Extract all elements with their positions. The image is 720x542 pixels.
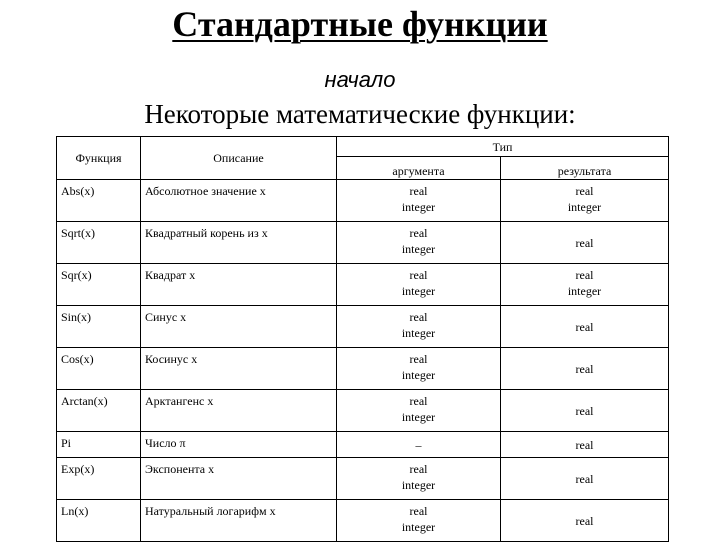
cell-description: Косинус x xyxy=(141,348,337,390)
table-row xyxy=(57,432,669,458)
cell-argument-type xyxy=(337,222,501,264)
cell-argument-type xyxy=(337,348,501,390)
cell-function: Sin(x) xyxy=(57,306,141,348)
table-row xyxy=(57,264,669,306)
table-row xyxy=(57,390,669,432)
cell-argument-type xyxy=(337,432,501,458)
cell-description: Число π xyxy=(141,432,337,458)
table-body xyxy=(57,180,669,542)
table-row xyxy=(57,458,669,500)
argument-type-line: real xyxy=(409,268,428,282)
header-type: Тип xyxy=(337,137,669,157)
slide-title xyxy=(0,2,720,46)
argument-type-line: real xyxy=(409,394,428,408)
cell-description: Арктангенс x xyxy=(141,390,337,432)
cell-function: Sqrt(x) xyxy=(57,222,141,264)
cell-argument-type xyxy=(337,180,501,222)
cell-function: Pi xyxy=(57,432,141,458)
cell-argument-type xyxy=(337,500,501,542)
cell-result-type xyxy=(501,348,669,390)
cell-function: Ln(x) xyxy=(57,500,141,542)
cell-result-type xyxy=(501,500,669,542)
result-type-line: real xyxy=(575,471,594,486)
result-type-line: real xyxy=(575,235,594,250)
cell-description: Синус x xyxy=(141,306,337,348)
table-header-row xyxy=(57,137,669,157)
table-row xyxy=(57,306,669,348)
table-row xyxy=(57,500,669,542)
cell-function: Sqr(x) xyxy=(57,264,141,306)
argument-type-line: real xyxy=(409,352,428,366)
cell-function: Arctan(x) xyxy=(57,390,141,432)
argument-type-line: real xyxy=(409,226,428,240)
cell-description: Квадрат x xyxy=(141,264,337,306)
table-row xyxy=(57,180,669,222)
cell-function: Exp(x) xyxy=(57,458,141,500)
cell-description: Натуральный логарифм x xyxy=(141,500,337,542)
result-type-line: real xyxy=(575,319,594,334)
header-argument: аргумента xyxy=(337,157,501,180)
argument-type-line: integer xyxy=(401,200,436,214)
argument-type-line: integer xyxy=(401,520,436,534)
cell-argument-type xyxy=(337,390,501,432)
slide-title-text: Стандартные функции xyxy=(172,4,548,44)
result-type-line: real xyxy=(575,403,594,418)
argument-type-line: integer xyxy=(401,242,436,256)
cell-description: Абсолютное значение x xyxy=(141,180,337,222)
header-function: Функция xyxy=(57,137,141,180)
cell-result-type xyxy=(501,180,669,222)
cell-argument-type xyxy=(337,264,501,306)
cell-result-type xyxy=(501,432,669,458)
cell-result-type xyxy=(501,264,669,306)
table-row xyxy=(57,222,669,264)
argument-type-line: integer xyxy=(401,284,436,298)
argument-type-line: real xyxy=(409,184,428,198)
argument-type-line: real xyxy=(409,462,428,476)
cell-argument-type xyxy=(337,458,501,500)
cell-description: Экспонента x xyxy=(141,458,337,500)
slide-subtitle: начало xyxy=(324,67,396,92)
result-type-line: real xyxy=(575,184,594,198)
section-heading: Некоторые математические функции: xyxy=(144,99,576,129)
cell-description: Квадратный корень из x xyxy=(141,222,337,264)
cell-result-type xyxy=(501,222,669,264)
cell-result-type xyxy=(501,458,669,500)
result-type-line: real xyxy=(575,437,594,452)
argument-type-line: integer xyxy=(401,478,436,492)
argument-type-line: integer xyxy=(401,326,436,340)
result-type-line: real xyxy=(575,513,594,528)
table-row xyxy=(57,348,669,390)
argument-type-line: real xyxy=(409,310,428,324)
functions-table xyxy=(56,136,669,542)
cell-function: Cos(x) xyxy=(57,348,141,390)
argument-type-line: real xyxy=(409,504,428,518)
cell-result-type xyxy=(501,306,669,348)
cell-result-type xyxy=(501,390,669,432)
result-type-line: integer xyxy=(567,284,602,298)
result-type-line: real xyxy=(575,361,594,376)
argument-type-line: – xyxy=(415,437,422,452)
argument-type-line: integer xyxy=(401,410,436,424)
result-type-line: real xyxy=(575,268,594,282)
header-result: результата xyxy=(501,157,669,180)
result-type-line: integer xyxy=(567,200,602,214)
cell-function: Abs(x) xyxy=(57,180,141,222)
argument-type-line: integer xyxy=(401,368,436,382)
cell-argument-type xyxy=(337,306,501,348)
header-description: Описание xyxy=(141,137,337,180)
